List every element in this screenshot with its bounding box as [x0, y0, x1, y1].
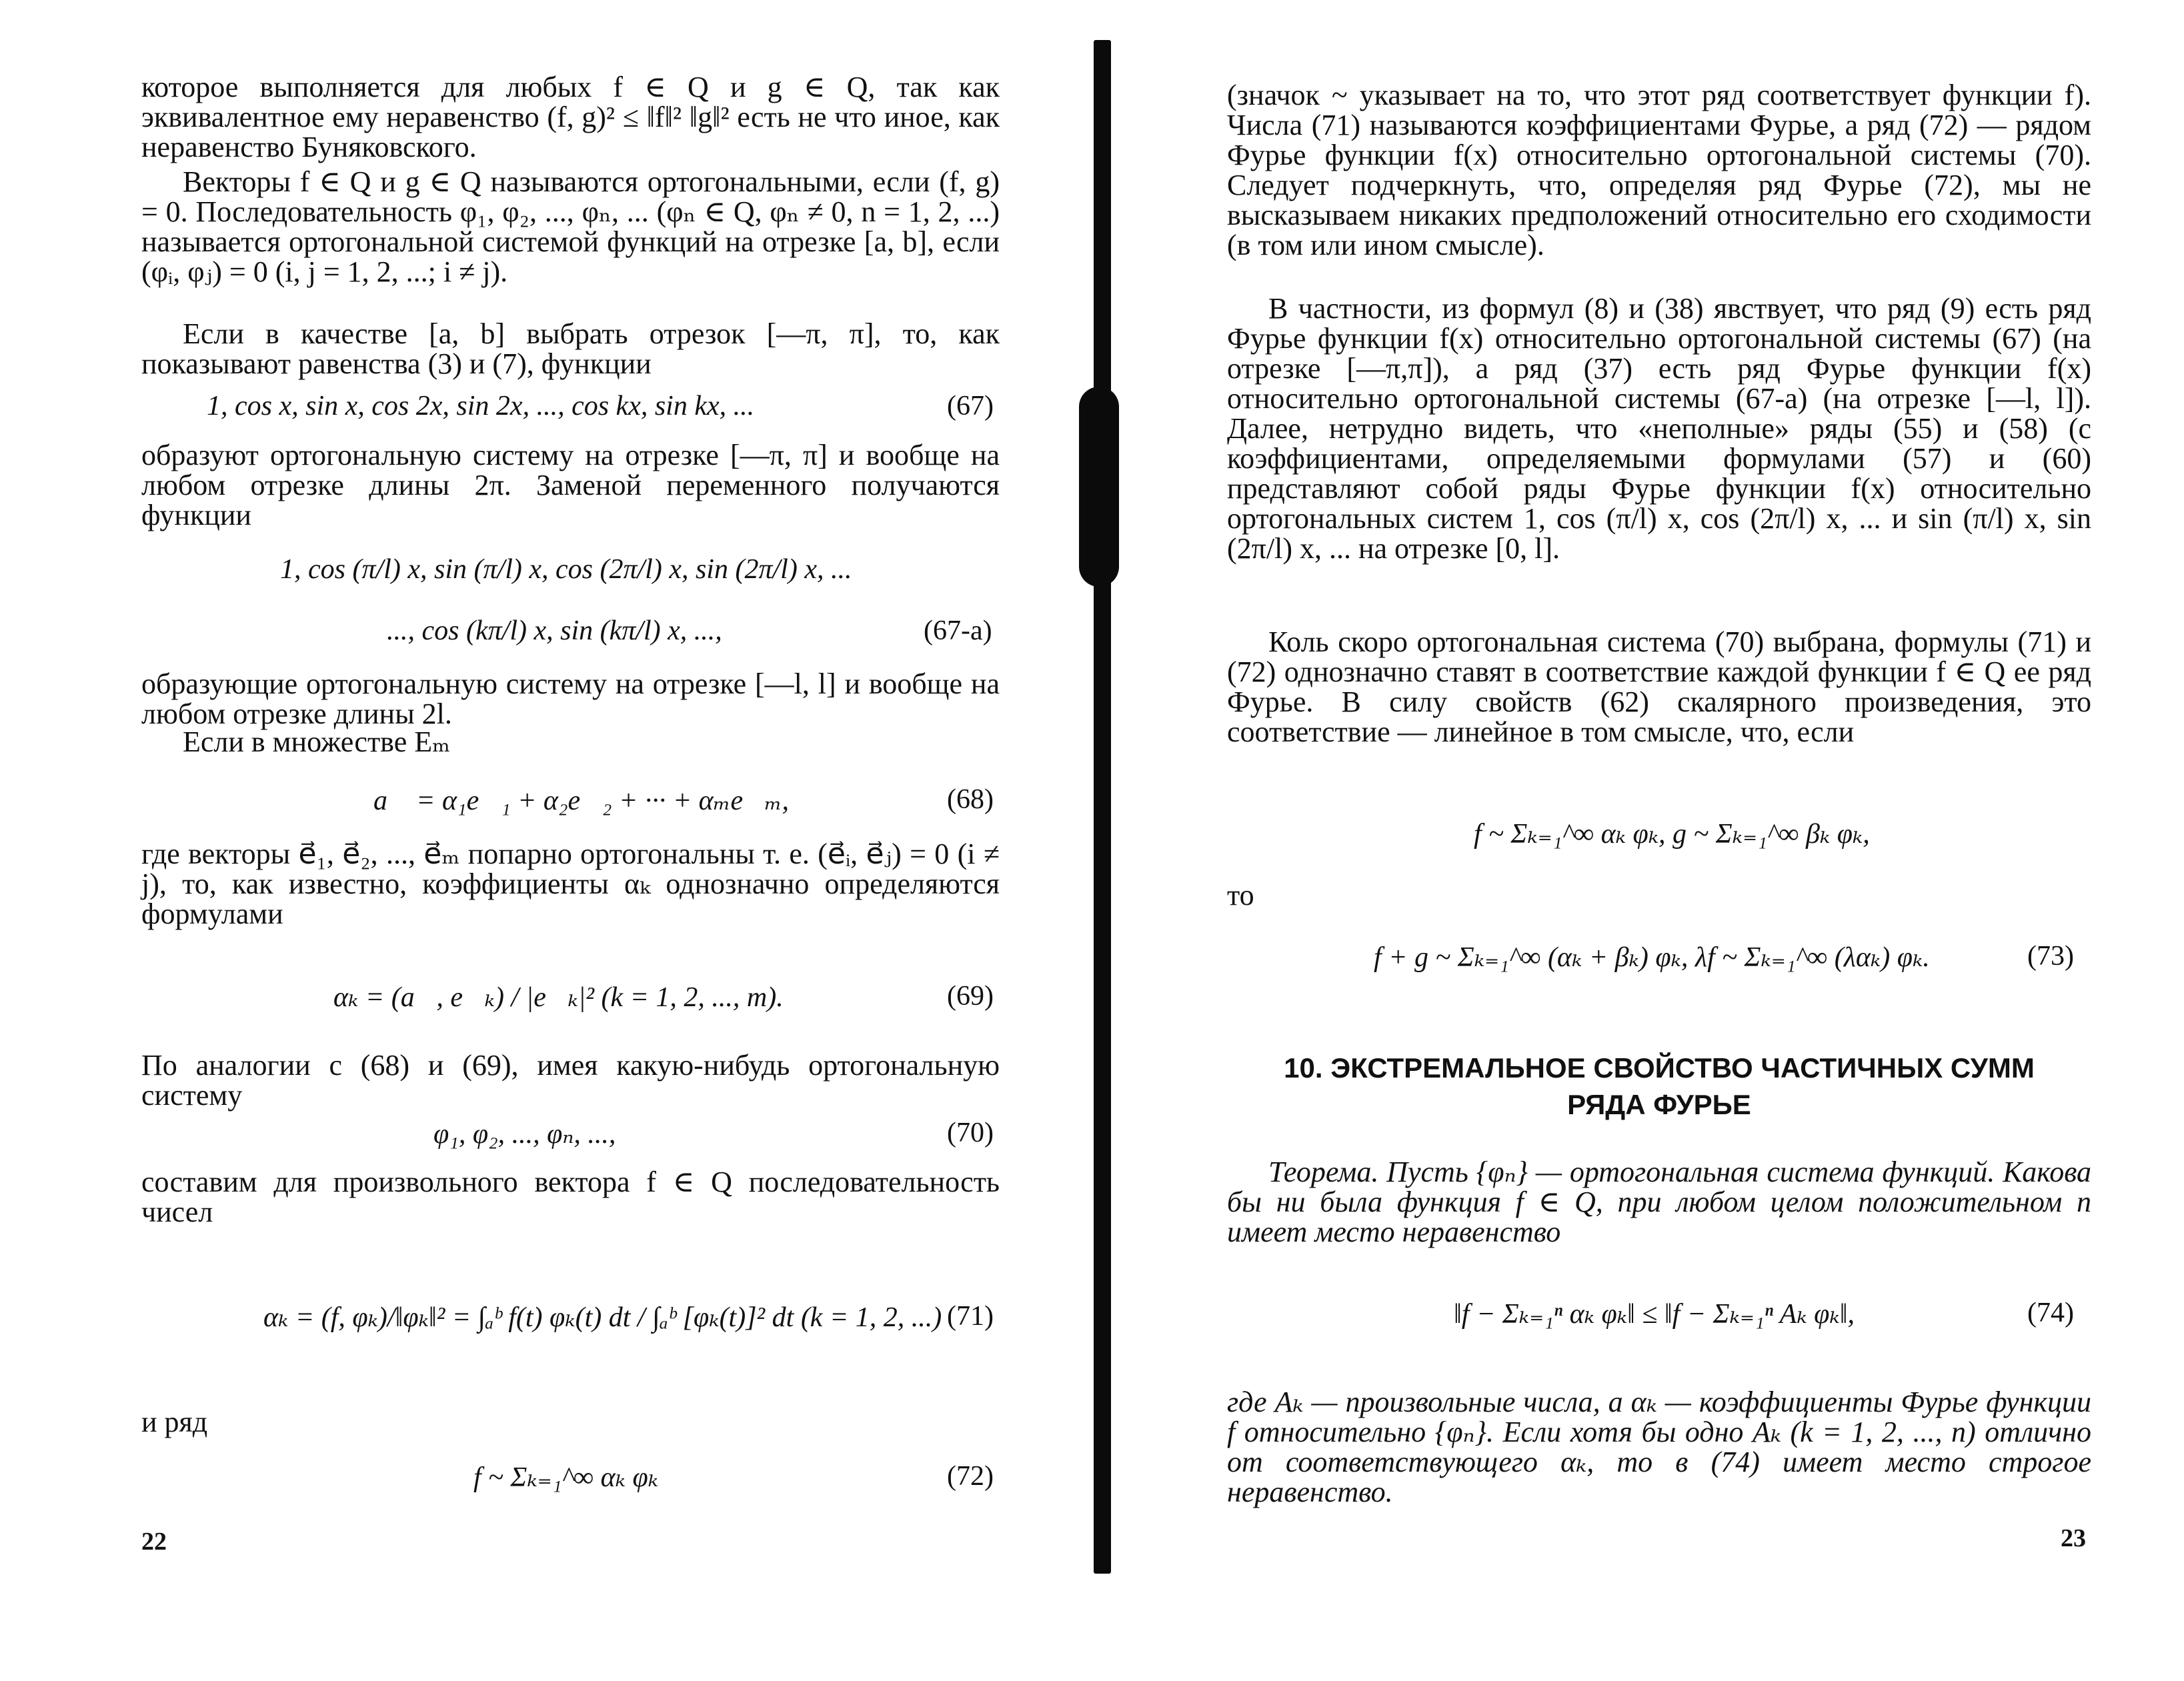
theorem-statement: Теорема. Пусть {φₙ} — ортогональная система функций. Какова бы ни была функция f ∈ Q, при любом целом положительном n имеет место неравенство [1227, 1156, 2091, 1248]
equation-67-number: (67) [947, 391, 994, 421]
equation-72: f ~ Σₖ₌₁^∞ αₖ φₖ [473, 1462, 659, 1493]
equation-74: ‖f − Σₖ₌₁ⁿ αₖ φₖ‖ ≤ ‖f − Σₖ₌₁ⁿ Aₖ φₖ‖, [1454, 1299, 1855, 1330]
left-paragraph-8: По аналогии с (68) и (69), имея какую-нибудь ортогональную систему [141, 1049, 1000, 1112]
equation-73: f + g ~ Σₖ₌₁^∞ (αₖ + βₖ) φₖ, λf ~ Σₖ₌₁^∞ (λαₖ) φₖ. [1374, 942, 1930, 973]
left-paragraph-1: которое выполняется для любых f ∈ Q и g ∈ Q, так как эквивалентное ему неравенство (f, g)² ≤ ‖f‖² ‖g‖² есть не что иное, как неравенство Буняковского. [141, 71, 1000, 163]
left-paragraph-5: образующие ортогональную систему на отрезке [—l, l] и вообще на любом отрезке длины 2l. [141, 667, 1000, 730]
equation-71-number: (71) [947, 1301, 994, 1332]
left-paragraph-6: Если в множестве Eₘ [183, 725, 451, 758]
equation-70-number: (70) [947, 1118, 994, 1148]
equation-70: φ₁, φ₂, ..., φₙ, ..., [433, 1119, 616, 1150]
equation-68: a⃗ = α₁e⃗₁ + α₂e⃗₂ + ··· + αₘe⃗ₘ, [373, 785, 790, 816]
right-paragraph-3: Коль скоро ортогональная система (70) выбрана, формулы (71) и (72) однозначно ставят в соответствие каждой функции f ∈ Q ее ряд Фурье. В силу свойств (62) скалярного произведения, это соответствие — линейное в том смысле, что, если [1227, 625, 2091, 748]
right-paragraph-2: В частности, из формул (8) и (38) явствует, что ряд (9) есть ряд Фурье функции f(x) относительно ортогональной системы (67) (на отрезке [—π,π]), а ряд (37) есть ряд Фурье функции f(x) относительно ортогональной системы (67-а) (на отрезке [—l, l]). Далее, нетрудно видеть, что «неполные» ряды (55) и (58) (с коэффициентами, определяемыми формулами (57) и (60) представляют собой ряды Фурье функции f(x) относительно ортогональных систем 1, cos (π/l) x, cos (2π/l) x, ... и sin (π/l) x, sin (2π/l) x, ... на отрезке [0, l]. [1227, 292, 2091, 565]
page-number-left: 22 [141, 1528, 167, 1556]
section-heading-line-1: 10. ЭКСТРЕМАЛЬНОЕ СВОЙСТВО ЧАСТИЧНЫХ СУММ [1284, 1052, 2035, 1084]
equation-73-number: (73) [2027, 941, 2074, 972]
left-paragraph-9: составим для произвольного вектора f ∈ Q последовательность чисел [141, 1166, 1000, 1228]
left-paragraph-10: и ряд [141, 1406, 208, 1438]
right-paragraph-4: то [1227, 879, 1254, 912]
right-paragraph-1: (значок ~ указывает на то, что этот ряд соответствует функции f). Числа (71) называются коэффициентами Фурье, а ряд (72) — рядом Фурье функции f(x) относительно ортогональной системы (70). Следует подчеркнуть, что, определяя ряд Фурье (72), мы не высказываем никаких предположений относительно его сходимости (в том или ином смысле). [1227, 79, 2091, 261]
left-paragraph-7: где векторы e⃗₁, e⃗₂, ..., e⃗ₘ попарно ортогональны т. е. (e⃗ᵢ, e⃗ⱼ) = 0 (i ≠ j), то, как известно, коэффициенты αₖ однозначно определяются формулами [141, 837, 1000, 930]
equation-67: 1, cos x, sin x, cos 2x, sin 2x, ..., cos kx, sin kx, ... [207, 391, 755, 421]
equation-68-number: (68) [947, 784, 994, 815]
equation-67a-line-1: 1, cos (π/l) x, sin (π/l) x, cos (2π/l) x, sin (2π/l) x, ... [280, 554, 852, 585]
right-paragraph-5: где Aₖ — произвольные числа, а αₖ — коэффициенты Фурье функции f относительно {φₙ}. Если хотя бы одно Aₖ (k = 1, 2, ..., n) отлично от соответствующего αₖ, то в (74) имеет место строгое неравенство. [1227, 1386, 2091, 1508]
equation-67a-number: (67-а) [924, 615, 992, 646]
page-number-right: 23 [2061, 1524, 2086, 1552]
equation-69-number: (69) [947, 981, 994, 1012]
equation-74-number: (74) [2027, 1298, 2074, 1328]
equation-f-g-series: f ~ Σₖ₌₁^∞ αₖ φₖ, g ~ Σₖ₌₁^∞ βₖ φₖ, [1474, 819, 1870, 850]
left-paragraph-4: образуют ортогональную систему на отрезке [—π, π] и вообще на любом отрезке длины 2π. Заменой переменного получаются функции [141, 439, 1000, 531]
equation-69: αₖ = (a⃗, e⃗ₖ) / |e⃗ₖ|² (k = 1, 2, ..., m). [333, 982, 784, 1013]
left-paragraph-2: Векторы f ∈ Q и g ∈ Q называются ортогональными, если (f, g) = 0. Последовательность φ₁, φ₂, ..., φₙ, ... (φₙ ∈ Q, φₙ ≠ 0, n = 1, 2, ...) называется ортогональной системой функций на отрезке [a, b], если (φᵢ, φⱼ) = 0 (i, j = 1, 2, ...; i ≠ j). [141, 165, 1000, 288]
equation-72-number: (72) [947, 1461, 994, 1492]
left-paragraph-3: Если в качестве [a, b] выбрать отрезок [—π, π], то, как показывают равенства (3) и (7), функции [141, 317, 1000, 380]
section-heading-line-2: РЯДА ФУРЬЕ [1567, 1089, 1751, 1120]
equation-67a-line-2: ..., cos (kπ/l) x, sin (kπ/l) x, ..., [387, 615, 722, 646]
equation-71: αₖ = (f, φₖ)/‖φₖ‖² = ∫ₐᵇ f(t) φₖ(t) dt / ∫ₐᵇ [φₖ(t)]² dt (k = 1, 2, ...) [263, 1302, 942, 1333]
